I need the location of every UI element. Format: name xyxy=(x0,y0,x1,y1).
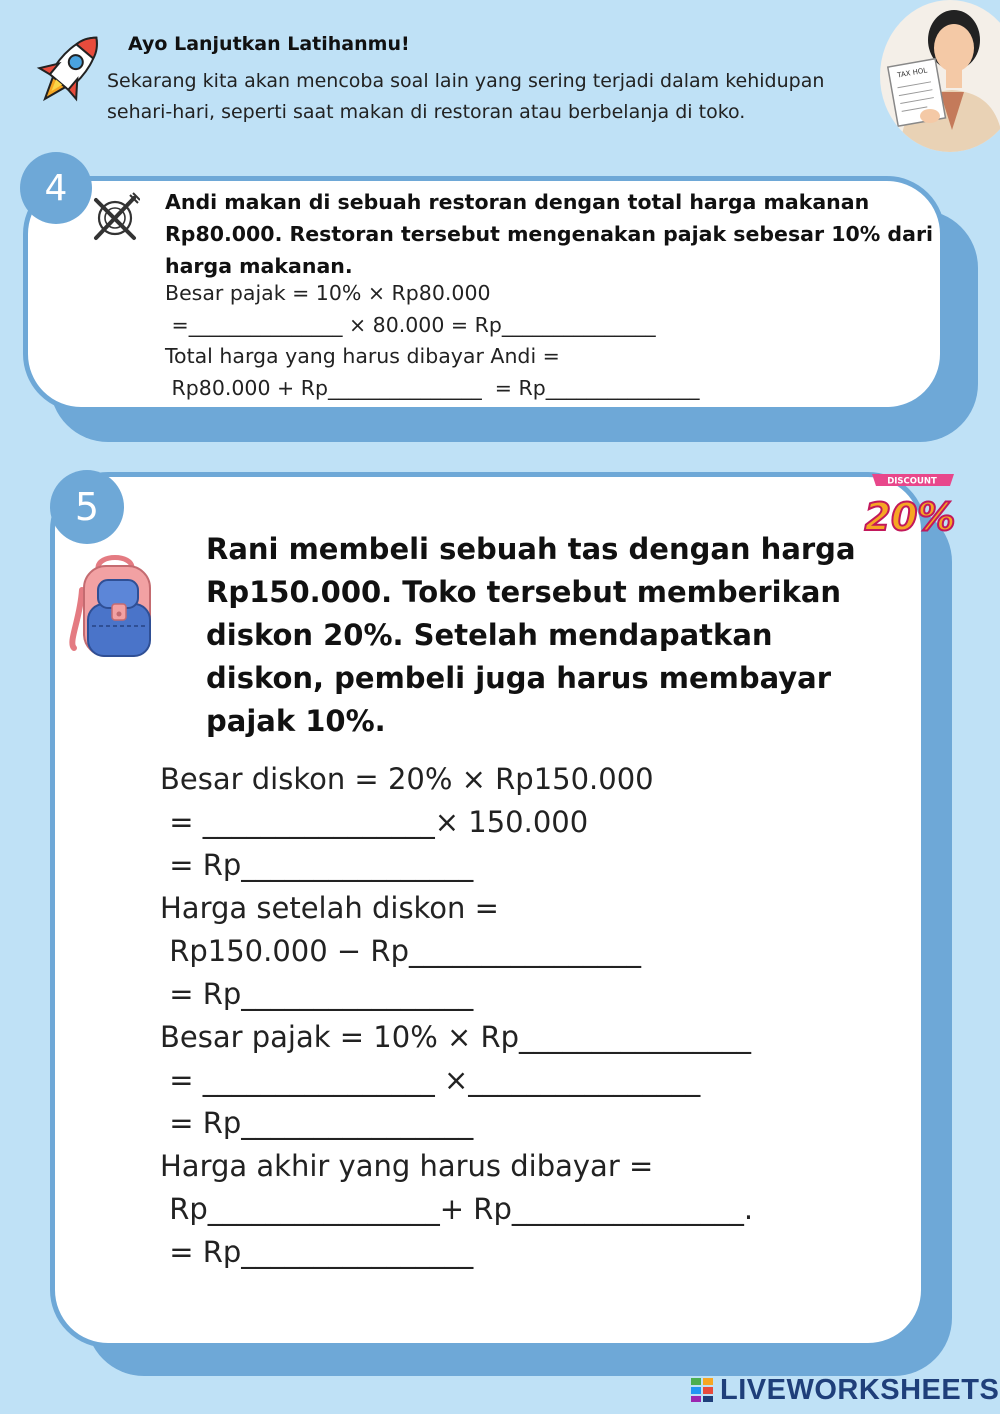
question-5-text: Rani membeli sebuah tas dengan harga Rp150.000. Toko tersebut memberikan diskon 20%. Setelah mendapatkan diskon, pembeli juga harus membayar pajak 10%. xyxy=(206,532,856,738)
question-5-line-8: = ________________ ×________________ xyxy=(160,1063,701,1097)
discount-badge-value: 20% xyxy=(864,495,956,539)
question-4-line-3: Total harga yang harus dibayar Andi = xyxy=(165,344,560,368)
question-5-number-badge: 5 xyxy=(50,470,124,544)
plate-cutlery-icon xyxy=(90,192,140,244)
question-4-number-badge: 4 xyxy=(20,152,92,224)
rocket-icon xyxy=(30,24,110,114)
question-5-line-4: Harga setelah diskon = xyxy=(160,891,499,925)
question-5-line-6: = Rp________________ xyxy=(160,977,474,1011)
question-4-line-1: Besar pajak = 10% × Rp80.000 xyxy=(165,281,491,305)
question-4-text: Andi makan di sebuah restoran dengan total harga makanan Rp80.000. Restoran tersebut mengenakan pajak sebesar 10% dari harga makanan. xyxy=(165,190,934,278)
liveworksheets-grid-icon xyxy=(690,1377,714,1403)
question-5-line-10: Harga akhir yang harus dibayar = xyxy=(160,1149,654,1183)
question-5-line-12: = Rp________________ xyxy=(160,1235,474,1269)
intro-text: Sekarang kita akan mencoba soal lain yang sering terjadi dalam kehidupan sehari-hari, seperti saat makan di restoran atau berbelanja di toko. xyxy=(107,70,825,123)
liveworksheets-logo[interactable] xyxy=(690,1373,999,1407)
question-5-line-3: = Rp________________ xyxy=(160,848,474,882)
avatar-paper-label: TAX HOL xyxy=(896,66,928,80)
question-5-line-1: Besar diskon = 20% × Rp150.000 xyxy=(160,762,654,796)
liveworksheets-brand-text: LIVEWORKSHEETS xyxy=(720,1373,1000,1406)
question-5-line-7: Besar pajak = 10% × Rp________________ xyxy=(160,1020,752,1054)
question-4-line-4: Rp80.000 + Rp_______________ = Rp_______________ xyxy=(165,376,700,400)
question-5-line-5: Rp150.000 − Rp________________ xyxy=(160,934,641,968)
question-5-line-9: = Rp________________ xyxy=(160,1106,474,1140)
question-5-line-11: Rp________________+ Rp________________. xyxy=(160,1192,754,1226)
teacher-avatar xyxy=(880,0,1000,152)
question-4-line-2: =_______________ × 80.000 = Rp_______________ xyxy=(165,313,656,337)
discount-badge-label: DISCOUNT xyxy=(887,476,937,487)
intro-title: Ayo Lanjutkan Latihanmu! xyxy=(128,33,410,55)
question-5-line-2: = ________________× 150.000 xyxy=(160,805,589,839)
backpack-icon xyxy=(62,550,170,662)
